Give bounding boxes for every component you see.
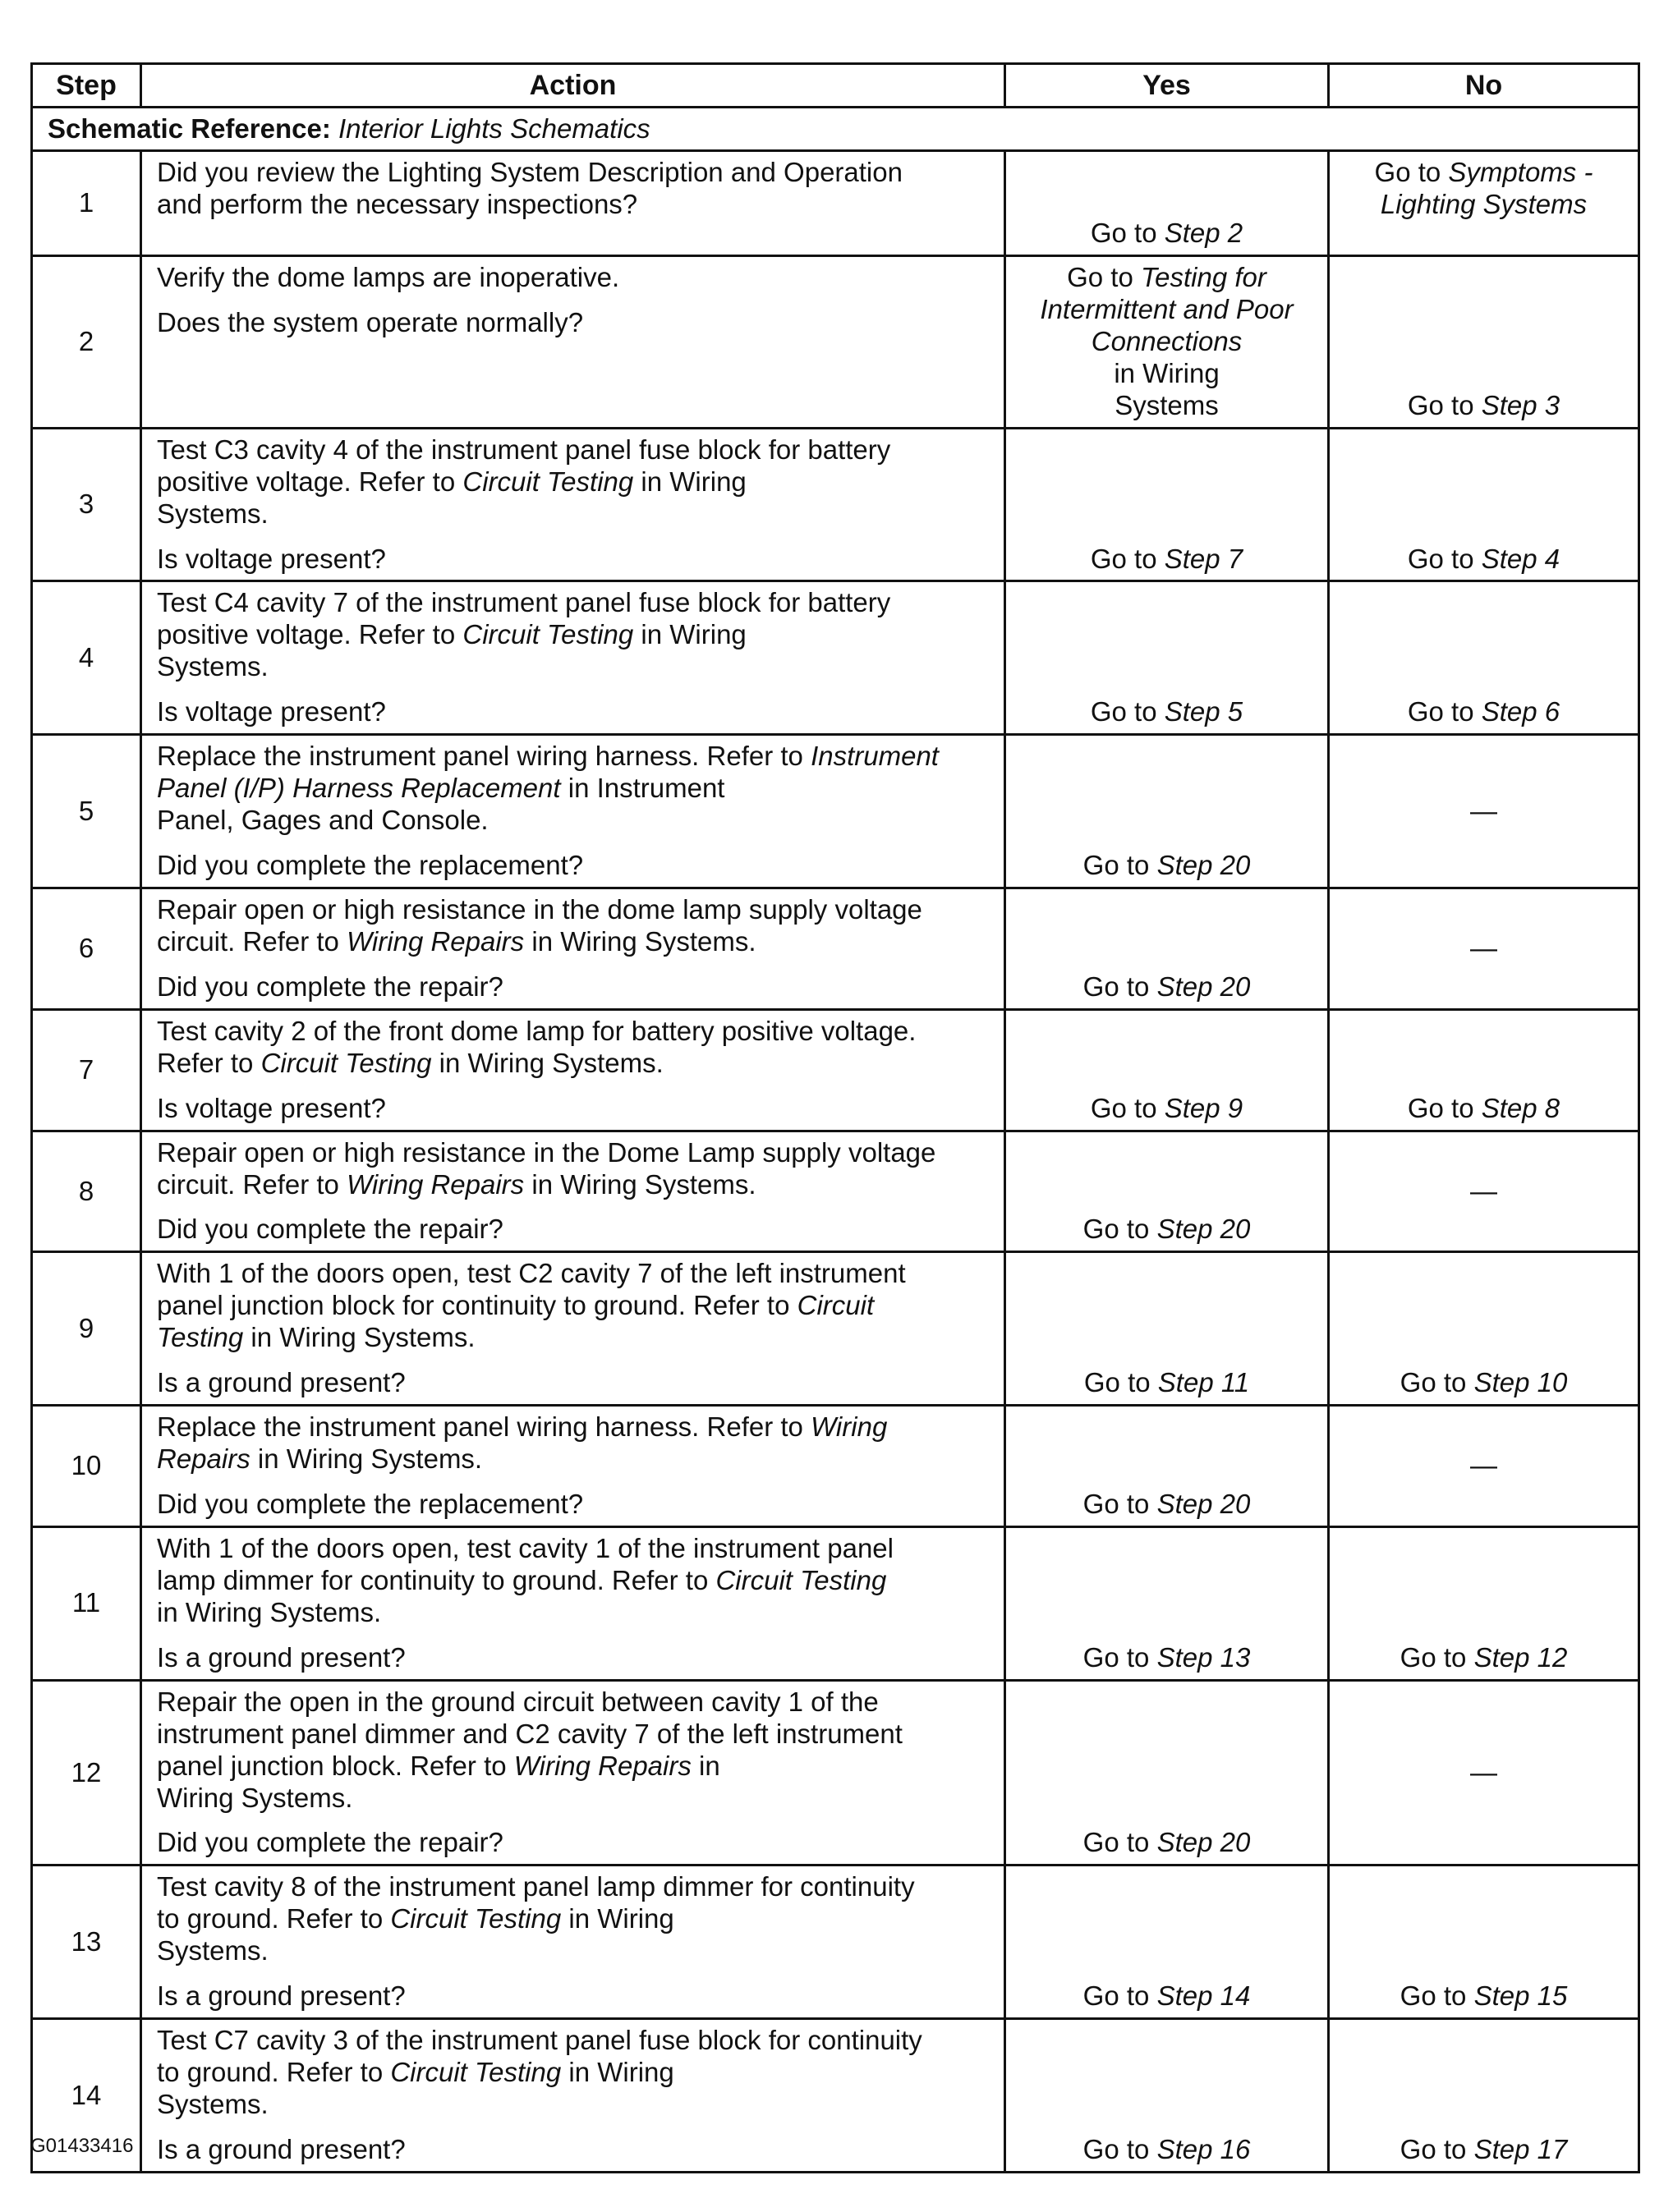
no-prefix: Go to (1407, 696, 1482, 727)
action-instruction (157, 1258, 992, 1354)
yes-prefix: Go to (1067, 262, 1141, 292)
no-link[interactable]: Symptoms - Lighting Systems (1380, 157, 1593, 219)
cross-reference-link[interactable]: Wiring Repairs (347, 1168, 525, 1200)
cross-reference-link[interactable]: Circuit Testing (390, 1903, 562, 1934)
yes-result (1005, 428, 1329, 581)
cross-reference-link[interactable]: Circuit Testing (462, 619, 634, 650)
action-text: in Wiring Systems. (157, 2057, 674, 2119)
no-action-dash: — (1470, 932, 1497, 963)
action-cell (141, 256, 1005, 429)
cross-reference-link[interactable]: Wiring Repairs (513, 1750, 692, 1781)
no-action-dash: — (1470, 1756, 1497, 1787)
action-text: in Wiring Systems. (243, 1322, 476, 1353)
action-text: Replace the instrument panel wiring harness. Refer to (157, 741, 811, 772)
no-link[interactable]: Step 8 (1481, 1092, 1560, 1123)
yes-link[interactable]: Step 20 (1156, 1489, 1251, 1519)
step-number: 2 (32, 256, 141, 429)
no-link[interactable]: Step 15 (1473, 1980, 1568, 2012)
header-step: Step (32, 64, 141, 108)
yes-link[interactable]: Step 20 (1156, 1827, 1251, 1858)
no-result (1329, 888, 1639, 1009)
no-result (1329, 1252, 1639, 1406)
action-question: Did you complete the repair? (157, 1214, 503, 1245)
table-row (32, 1680, 1639, 1866)
action-instruction (157, 434, 992, 530)
step-number: 9 (32, 1252, 141, 1406)
no-prefix: Go to (1400, 1641, 1474, 1673)
yes-result (1005, 1406, 1329, 1527)
action-text: Test cavity 8 of the instrument panel lamp dimmer for continuity to ground. Refer to (157, 1871, 915, 1934)
cross-reference-link[interactable]: Instrument Panel (I/P) Harness Replacement (157, 741, 939, 804)
yes-suffix: in Wiring Systems (1114, 357, 1220, 420)
action-cell (141, 2019, 1005, 2173)
action-text: in Wiring Systems. (250, 1443, 483, 1475)
cross-reference-link[interactable]: Circuit Testing (390, 2057, 562, 2088)
no-result (1329, 428, 1639, 581)
step-number: 14 (32, 2019, 141, 2173)
action-instruction (157, 1687, 992, 1815)
action-text: Did you review the Lighting System Description and Operation and perform the necessary inspections? (157, 157, 903, 219)
action-text: Replace the instrument panel wiring harness. Refer to (157, 1411, 811, 1443)
action-question: Is a ground present? (157, 1367, 406, 1398)
action-question: Does the system operate normally? (157, 306, 584, 337)
action-cell (141, 1866, 1005, 2019)
no-action-dash: — (1470, 1175, 1497, 1206)
action-cell (141, 1131, 1005, 1252)
step-number: 3 (32, 428, 141, 581)
action-text: in Instrument Panel, Gages and Console. (157, 773, 725, 836)
action-cell (141, 151, 1005, 256)
action-text: Test C7 cavity 3 of the instrument panel fuse block for continuity to ground. Refer to (157, 2025, 922, 2088)
action-instruction (157, 1533, 992, 1629)
header-no: No (1329, 64, 1639, 108)
action-cell (141, 581, 1005, 735)
action-question: Did you complete the repair? (157, 971, 503, 1002)
action-text: Test cavity 2 of the front dome lamp for battery positive voltage. Refer to (157, 1015, 917, 1078)
action-question: Is a ground present? (157, 2133, 406, 2164)
no-link[interactable]: Step 4 (1481, 543, 1560, 574)
yes-result (1005, 256, 1329, 429)
header-action: Action (141, 64, 1005, 108)
table-row (32, 1252, 1639, 1406)
schematic-link[interactable]: Interior Lights Schematics (338, 112, 650, 144)
schematic-label: Schematic Reference: (48, 112, 331, 144)
cross-reference-link[interactable]: Circuit Testing (157, 1290, 875, 1353)
step-number: 1 (32, 151, 141, 256)
action-question: Is a ground present? (157, 1980, 406, 2012)
action-question: Is voltage present? (157, 696, 386, 727)
action-text: With 1 of the doors open, test C2 cavity 7 of the left instrument panel junction block for continuity to ground. Refer to (157, 1258, 906, 1321)
action-instruction (157, 1871, 992, 1967)
action-cell (141, 1406, 1005, 1527)
table-row (32, 1526, 1639, 1680)
table-row (32, 256, 1639, 429)
yes-link[interactable]: Step 5 (1164, 696, 1243, 727)
no-prefix: Go to (1400, 1367, 1474, 1398)
yes-link[interactable]: Step 20 (1156, 850, 1251, 880)
no-link[interactable]: Step 12 (1473, 1641, 1568, 1673)
diagnostic-table (30, 62, 1640, 2173)
action-question: Did you complete the replacement? (157, 850, 584, 880)
no-result (1329, 1406, 1639, 1527)
action-text: Repair open or high resistance in the Dome Lamp supply voltage circuit. Refer to (157, 1136, 936, 1200)
action-text: in Wiring Systems. (157, 466, 747, 529)
yes-prefix: Go to (1090, 1092, 1165, 1123)
step-number: 6 (32, 888, 141, 1009)
action-text: in Wiring Systems. (157, 1903, 674, 1966)
yes-prefix: Go to (1090, 543, 1165, 574)
yes-link[interactable]: Step 11 (1157, 1367, 1250, 1398)
no-result (1329, 256, 1639, 429)
step-number: 4 (32, 581, 141, 735)
no-result (1329, 1680, 1639, 1866)
action-question: Is voltage present? (157, 1092, 386, 1123)
yes-prefix: Go to (1082, 971, 1157, 1002)
table-row (32, 1866, 1639, 2019)
table-row (32, 581, 1639, 735)
action-cell (141, 735, 1005, 888)
action-cell (141, 1252, 1005, 1406)
action-instruction (157, 894, 992, 958)
action-text: in Wiring Systems. (524, 925, 756, 957)
yes-prefix: Go to (1082, 1827, 1157, 1858)
table-row (32, 888, 1639, 1009)
schematic-row (32, 108, 1639, 151)
no-result (1329, 1009, 1639, 1131)
schematic-reference (32, 108, 1639, 151)
action-text: in Wiring Systems. (157, 619, 747, 682)
action-text: in Wiring Systems. (157, 1596, 382, 1627)
no-result (1329, 1866, 1639, 2019)
yes-link[interactable]: Testing for Intermittent and Poor Connections (1040, 262, 1294, 356)
action-text: Test C4 cavity 7 of the instrument panel fuse block for battery positive voltage. Refer to (157, 587, 891, 650)
no-link[interactable]: Step 17 (1473, 2133, 1568, 2164)
yes-link[interactable]: Step 14 (1156, 1980, 1251, 2012)
table-row (32, 2019, 1639, 2173)
header-row (32, 64, 1639, 108)
cross-reference-link[interactable]: Wiring Repairs (347, 925, 525, 957)
action-instruction (157, 157, 992, 221)
action-text: Repair the open in the ground circuit between cavity 1 of the instrument panel dimmer and C2 cavity 7 of the left instrument panel junction block. Refer to (157, 1686, 903, 1781)
action-text: Repair open or high resistance in the dome lamp supply voltage circuit. Refer to (157, 893, 922, 957)
yes-result (1005, 581, 1329, 735)
no-prefix: Go to (1407, 389, 1482, 420)
action-text: Test C3 cavity 4 of the instrument panel fuse block for battery positive voltage. Refer to (157, 434, 891, 497)
cross-reference-link[interactable]: Circuit Testing (715, 1564, 887, 1595)
action-question: Is voltage present? (157, 543, 386, 574)
step-number: 8 (32, 1131, 141, 1252)
action-cell (141, 1526, 1005, 1680)
step-number: 10 (32, 1406, 141, 1527)
yes-prefix: Go to (1090, 696, 1165, 727)
no-result (1329, 581, 1639, 735)
no-prefix: Go to (1400, 1980, 1474, 2012)
action-question: Did you complete the replacement? (157, 1489, 584, 1519)
step-number: 11 (32, 1526, 141, 1680)
yes-prefix: Go to (1082, 1980, 1157, 2012)
cross-reference-link[interactable]: Circuit Testing (260, 1047, 432, 1078)
yes-link[interactable]: Step 7 (1164, 543, 1243, 574)
yes-result (1005, 1866, 1329, 2019)
table-row (32, 1406, 1639, 1527)
table-row (32, 428, 1639, 581)
action-text: With 1 of the doors open, test cavity 1 of the instrument panel lamp dimmer for continuity to ground. Refer to (157, 1532, 894, 1595)
step-number: 13 (32, 1866, 141, 2019)
yes-result (1005, 1252, 1329, 1406)
cross-reference-link[interactable]: Wiring Repairs (157, 1411, 888, 1475)
step-number: 5 (32, 735, 141, 888)
action-cell (141, 1680, 1005, 1866)
yes-link[interactable]: Step 20 (1156, 1214, 1251, 1245)
no-result (1329, 735, 1639, 888)
table-row (32, 1131, 1639, 1252)
no-link[interactable]: Step 10 (1473, 1367, 1568, 1398)
action-text: in Wiring Systems. (524, 1168, 756, 1200)
yes-link[interactable]: Step 9 (1164, 1092, 1243, 1123)
no-result (1329, 1526, 1639, 1680)
action-text: in Wiring Systems. (157, 1750, 720, 1813)
action-question: Is a ground present? (157, 1641, 406, 1673)
action-cell (141, 888, 1005, 1009)
yes-result (1005, 1131, 1329, 1252)
no-action-dash: — (1470, 1450, 1497, 1481)
yes-prefix: Go to (1090, 218, 1165, 249)
cross-reference-link[interactable]: Circuit Testing (462, 466, 634, 497)
no-result (1329, 1131, 1639, 1252)
action-instruction (157, 2025, 992, 2121)
table-row (32, 735, 1639, 888)
header-yes: Yes (1005, 64, 1329, 108)
step-number: 7 (32, 1009, 141, 1131)
yes-link[interactable]: Step 20 (1156, 971, 1251, 1002)
yes-prefix: Go to (1082, 1214, 1157, 1245)
table-row (32, 1009, 1639, 1131)
yes-result (1005, 735, 1329, 888)
action-cell (141, 428, 1005, 581)
action-question: Did you complete the repair? (157, 1827, 503, 1858)
no-prefix: Go to (1400, 2133, 1474, 2164)
action-instruction (157, 1137, 992, 1201)
yes-result (1005, 888, 1329, 1009)
action-instruction (157, 587, 992, 683)
no-action-dash: — (1470, 795, 1497, 826)
table-row (32, 151, 1639, 256)
yes-prefix: Go to (1082, 850, 1157, 880)
yes-link[interactable]: Step 13 (1156, 1641, 1251, 1673)
figure-id: G01433416 (30, 2135, 134, 2157)
yes-prefix: Go to (1082, 2133, 1157, 2164)
yes-link[interactable]: Step 16 (1156, 2133, 1251, 2164)
yes-prefix: Go to (1082, 1641, 1157, 1673)
action-cell (141, 1009, 1005, 1131)
yes-prefix: Go to (1083, 1367, 1158, 1398)
no-link[interactable]: Step 6 (1481, 696, 1560, 727)
yes-result (1005, 1009, 1329, 1131)
no-result (1329, 151, 1639, 256)
no-prefix: Go to (1407, 543, 1482, 574)
yes-result (1005, 151, 1329, 256)
yes-result (1005, 1680, 1329, 1866)
yes-result (1005, 1526, 1329, 1680)
action-text: in Wiring Systems. (431, 1047, 664, 1078)
no-prefix: Go to (1407, 1092, 1482, 1123)
action-instruction (157, 1016, 992, 1080)
action-instruction (157, 262, 992, 294)
action-text: Verify the dome lamps are inoperative. (157, 262, 620, 292)
step-number: 12 (32, 1680, 141, 1866)
action-instruction (157, 1411, 992, 1475)
no-prefix: Go to (1374, 157, 1449, 187)
no-link[interactable]: Step 3 (1481, 389, 1560, 420)
no-result (1329, 2019, 1639, 2173)
action-instruction (157, 741, 992, 837)
yes-result (1005, 2019, 1329, 2173)
yes-prefix: Go to (1082, 1489, 1157, 1519)
yes-link[interactable]: Step 2 (1164, 218, 1243, 249)
